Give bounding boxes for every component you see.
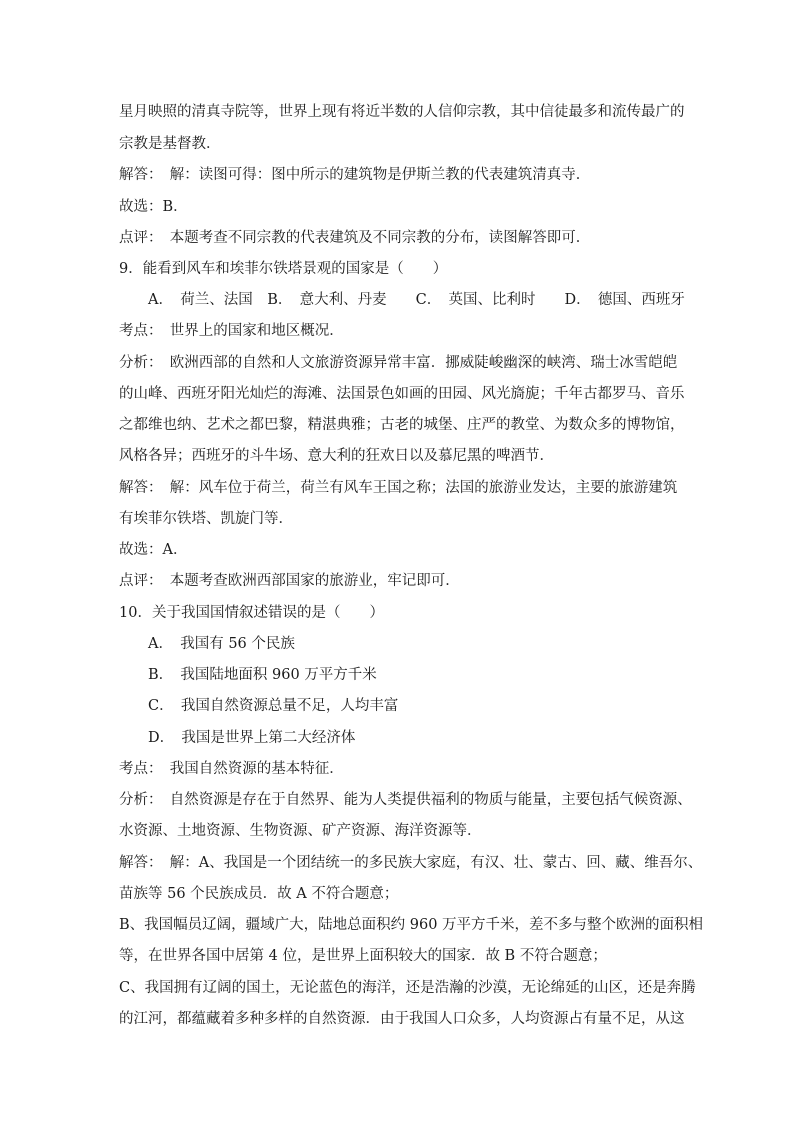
text-line: 之都维也纳、艺术之都巴黎，精湛典雅；古老的城堡、庄严的教堂、为数众多的博物馆， [119,417,685,433]
text-line: 故选：B． [119,199,188,215]
text-line: 宗教是基督教． [119,136,221,152]
text-line: 分析： 欧洲西部的自然和人文旅游资源异常丰富．挪威陡峻幽深的峡湾、瑞士冰雪皑皑 [119,355,678,371]
text-line: 解答： 解：风车位于荷兰，荷兰有风车王国之称；法国的旅游业发达，主要的旅游建筑 [119,480,678,496]
text-line: 解答： 解：读图可得：图中所示的建筑物是伊斯兰教的代表建筑清真寺． [119,167,591,183]
text-line: 考点： 我国自然资源的基本特征． [119,761,344,777]
text-line: 星月映照的清真寺院等，世界上现有将近半数的人信仰宗教，其中信徒最多和流传最广的 [119,104,685,120]
text-line: 故选：A． [119,542,188,558]
text-line: 有埃菲尔铁塔、凯旋门等． [119,511,293,527]
text-line: 点评： 本题考查不同宗教的代表建筑及不同宗教的分布，读图解答即可． [119,230,591,246]
text-line: 分析： 自然资源是存在于自然界、能为人类提供福利的物质与能量，主要包括气候资源、 [119,792,692,808]
text-line: B、我国幅员辽阔，疆域广大，陆地总面积约 960 万平方千米，差不多与整个欧洲的面积相 [119,917,704,933]
question-10-option-b: B． 我国陆地面积 960 万平方千米 [148,667,377,683]
text-line: 风格各异；西班牙的斗牛场、意大利的狂欢日以及慕尼黑的啤酒节． [119,448,554,464]
question-9-options: A． 荷兰、法国 B． 意大利、丹麦 C． 英国、比利时 D． 德国、西班牙 [148,292,685,308]
text-line: 考点： 世界上的国家和地区概况． [119,323,344,339]
text-line: 苗族等 56 个民族成员．故 A 不符合题意； [119,886,399,902]
question-10-option-d: D． 我国是世界上第二大经济体 [148,730,356,746]
question-10: 10．关于我国国情叙述错误的是（ ） [119,605,384,621]
text-line: 点评： 本题考查欧洲西部国家的旅游业，牢记即可． [119,573,460,589]
text-line: 的江河，都蕴藏着多种多样的自然资源．由于我国人口众多，人均资源占有量不足，从这 [119,1011,685,1027]
question-10-option-a: A． 我国有 56 个民族 [148,636,295,652]
text-line: 水资源、土地资源、生物资源、矿产资源、海洋资源等． [119,823,482,839]
text-line: 等，在世界各国中居第 4 位，是世界上面积较大的国家．故 B 不符合题意； [119,948,607,964]
question-9: 9．能看到风车和埃菲尔铁塔景观的国家是（ ） [119,261,448,277]
text-line: C、我国拥有辽阔的国土，无论蓝色的海洋，还是浩瀚的沙漠，无论绵延的山区，还是奔腾 [119,980,696,996]
text-line: 解答： 解：A、我国是一个团结统一的多民族大家庭，有汉、壮、蒙古、回、藏、维吾尔、 [119,855,703,871]
question-10-option-c: C． 我国自然资源总量不足，人均丰富 [148,698,399,714]
text-line: 的山峰、西班牙阳光灿烂的海滩、法国景色如画的田园、风光旖旎；千年古都罗马、音乐 [119,386,685,402]
